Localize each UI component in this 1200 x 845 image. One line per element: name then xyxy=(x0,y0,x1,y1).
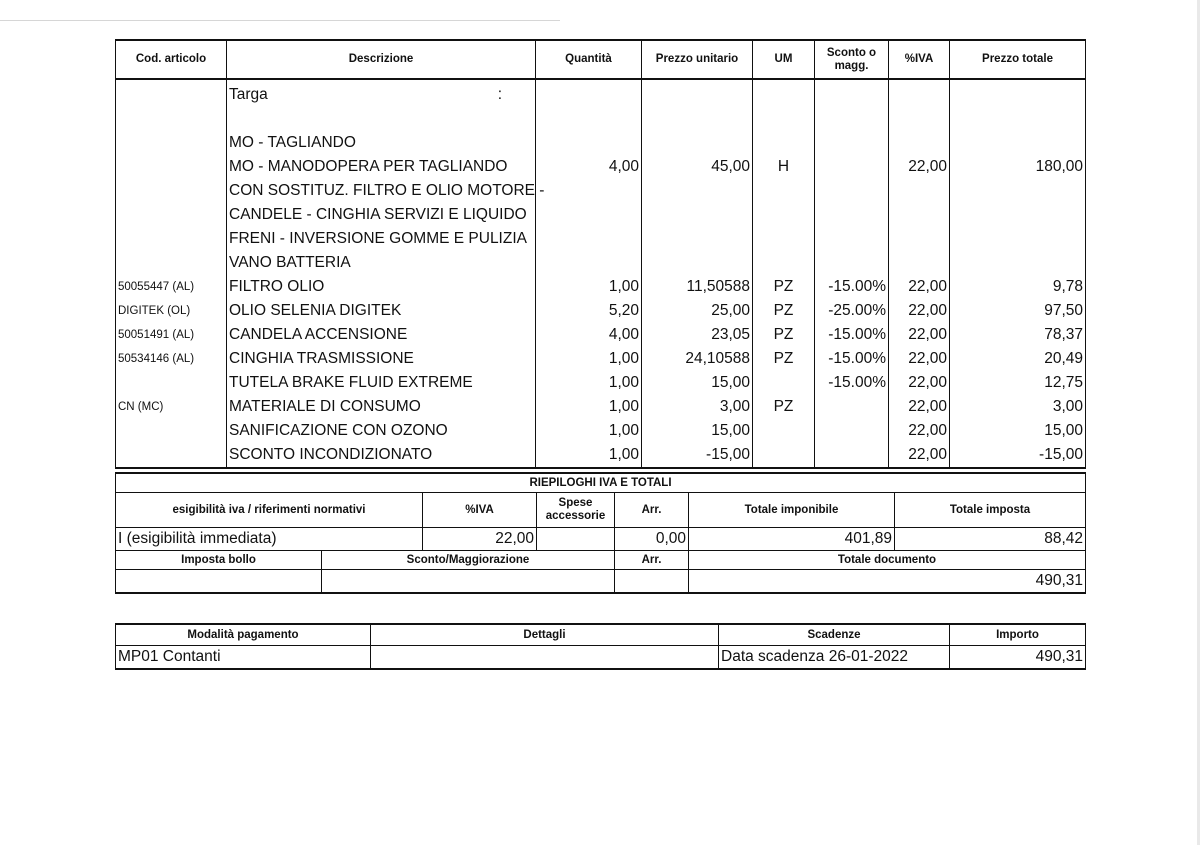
item-um xyxy=(753,443,815,468)
item-quantity xyxy=(536,179,642,203)
item-description: SCONTO INCONDIZIONATO xyxy=(227,443,536,468)
table-row xyxy=(116,443,1086,468)
item-quantity: 1,00 xyxy=(536,347,642,371)
item-unit-price: -15,00 xyxy=(642,443,753,468)
header-um: UM xyxy=(753,40,815,79)
item-description: TUTELA BRAKE FLUID EXTREME xyxy=(227,371,536,395)
item-vat xyxy=(889,131,950,155)
item-total: 3,00 xyxy=(950,395,1086,419)
item-quantity: 1,00 xyxy=(536,371,642,395)
header-esigibilita: esigibilità iva / riferimenti normativi xyxy=(116,493,423,528)
item-quantity xyxy=(536,131,642,155)
item-vat: 22,00 xyxy=(889,299,950,323)
item-um xyxy=(753,251,815,275)
item-discount xyxy=(815,443,889,468)
spese-value xyxy=(537,528,615,551)
targa-colon: : xyxy=(497,86,503,103)
item-total: 15,00 xyxy=(950,419,1086,443)
item-code xyxy=(116,419,227,443)
item-description: FRENI - INVERSIONE GOMME E PULIZIA xyxy=(227,227,536,251)
item-description: MO - MANODOPERA PER TAGLIANDO xyxy=(227,155,536,179)
payment-header-row xyxy=(116,624,1086,646)
item-description: CANDELE - CINGHIA SERVIZI E LIQUIDO xyxy=(227,203,536,227)
header-dettagli: Dettagli xyxy=(371,624,719,646)
header-spese: Spese accessorie xyxy=(537,493,615,528)
header-unit-price: Prezzo unitario xyxy=(642,40,753,79)
item-discount xyxy=(815,227,889,251)
header-summary-vat: %IVA xyxy=(423,493,537,528)
bollo-value xyxy=(116,570,322,594)
targa-row xyxy=(116,79,1086,131)
targa-empty-cell xyxy=(753,79,815,131)
item-code xyxy=(116,443,227,468)
item-discount: -25.00% xyxy=(815,299,889,323)
table-row xyxy=(116,179,1086,203)
item-discount xyxy=(815,179,889,203)
summary-header2-row xyxy=(116,551,1086,570)
item-vat xyxy=(889,203,950,227)
table-row xyxy=(116,251,1086,275)
item-vat xyxy=(889,179,950,203)
table-row xyxy=(116,371,1086,395)
item-vat xyxy=(889,227,950,251)
item-um: PZ xyxy=(753,347,815,371)
targa-empty-cell xyxy=(642,79,753,131)
item-code xyxy=(116,155,227,179)
item-um: PZ xyxy=(753,395,815,419)
item-unit-price: 15,00 xyxy=(642,371,753,395)
table-row xyxy=(116,323,1086,347)
item-unit-price: 23,05 xyxy=(642,323,753,347)
summary-header-row xyxy=(116,493,1086,528)
scadenze-value: Data scadenza 26-01-2022 xyxy=(719,646,950,670)
item-total: 97,50 xyxy=(950,299,1086,323)
item-code: 50051491 (AL) xyxy=(116,323,227,347)
item-um xyxy=(753,227,815,251)
item-code xyxy=(116,251,227,275)
item-description: CON SOSTITUZ. FILTRO E OLIO MOTORE - xyxy=(227,179,536,203)
table-row xyxy=(116,419,1086,443)
item-description: OLIO SELENIA DIGITEK xyxy=(227,299,536,323)
item-total: 20,49 xyxy=(950,347,1086,371)
header-imponibile: Totale imponibile xyxy=(689,493,895,528)
item-description: CINGHIA TRASMISSIONE xyxy=(227,347,536,371)
summary-title-row xyxy=(116,473,1086,493)
item-total: 12,75 xyxy=(950,371,1086,395)
item-description: CANDELA ACCENSIONE xyxy=(227,323,536,347)
item-total: 9,78 xyxy=(950,275,1086,299)
item-description: MO - TAGLIANDO xyxy=(227,131,536,155)
items-header-row xyxy=(116,40,1086,79)
header-importo: Importo xyxy=(950,624,1086,646)
item-quantity: 1,00 xyxy=(536,419,642,443)
item-discount: -15.00% xyxy=(815,347,889,371)
item-vat: 22,00 xyxy=(889,347,950,371)
header-sconto: Sconto/Maggiorazione xyxy=(322,551,615,570)
item-discount xyxy=(815,131,889,155)
item-vat xyxy=(889,251,950,275)
item-total xyxy=(950,131,1086,155)
imposta-value: 88,42 xyxy=(895,528,1086,551)
targa-empty-cell xyxy=(950,79,1086,131)
table-row xyxy=(116,299,1086,323)
item-code: DIGITEK (OL) xyxy=(116,299,227,323)
table-row xyxy=(116,395,1086,419)
item-quantity xyxy=(536,203,642,227)
item-code: CN (MC) xyxy=(116,395,227,419)
header-vat: %IVA xyxy=(889,40,950,79)
item-unit-price: 45,00 xyxy=(642,155,753,179)
item-unit-price xyxy=(642,227,753,251)
item-description: VANO BATTERIA xyxy=(227,251,536,275)
dettagli-value xyxy=(371,646,719,670)
item-discount: -15.00% xyxy=(815,371,889,395)
payment-table xyxy=(115,623,1086,670)
table-row xyxy=(116,275,1086,299)
header-quantity: Quantità xyxy=(536,40,642,79)
summary-vat-value: 22,00 xyxy=(423,528,537,551)
modalita-value: MP01 Contanti xyxy=(116,646,371,670)
table-row xyxy=(116,155,1086,179)
item-code xyxy=(116,371,227,395)
item-unit-price: 25,00 xyxy=(642,299,753,323)
targa-empty-cell xyxy=(889,79,950,131)
item-vat: 22,00 xyxy=(889,371,950,395)
item-total: 180,00 xyxy=(950,155,1086,179)
item-total xyxy=(950,203,1086,227)
item-quantity: 1,00 xyxy=(536,443,642,468)
item-vat: 22,00 xyxy=(889,419,950,443)
item-unit-price: 11,50588 xyxy=(642,275,753,299)
item-code xyxy=(116,203,227,227)
item-total: -15,00 xyxy=(950,443,1086,468)
header-code: Cod. articolo xyxy=(116,40,227,79)
item-total xyxy=(950,251,1086,275)
header-discount: Sconto o magg. xyxy=(815,40,889,79)
item-quantity xyxy=(536,251,642,275)
targa-cell xyxy=(227,79,536,131)
item-um: PZ xyxy=(753,323,815,347)
header-arr: Arr. xyxy=(615,493,689,528)
header-total: Prezzo totale xyxy=(950,40,1086,79)
item-discount: -15.00% xyxy=(815,323,889,347)
item-discount xyxy=(815,419,889,443)
targa-empty-cell xyxy=(536,79,642,131)
summary-title: RIEPILOGHI IVA E TOTALI xyxy=(116,473,1086,493)
item-code: 50055447 (AL) xyxy=(116,275,227,299)
header-imposta: Totale imposta xyxy=(895,493,1086,528)
item-discount: -15.00% xyxy=(815,275,889,299)
imponibile-value: 401,89 xyxy=(689,528,895,551)
esigibilita-value: I (esigibilità immediata) xyxy=(116,528,423,551)
item-quantity: 1,00 xyxy=(536,395,642,419)
arr2-value xyxy=(615,570,689,594)
item-quantity: 5,20 xyxy=(536,299,642,323)
item-um xyxy=(753,419,815,443)
item-um xyxy=(753,203,815,227)
item-quantity: 4,00 xyxy=(536,323,642,347)
item-um xyxy=(753,131,815,155)
arr-value: 0,00 xyxy=(615,528,689,551)
table-row xyxy=(116,347,1086,371)
targa-label: Targa xyxy=(229,86,268,103)
item-discount xyxy=(815,203,889,227)
header-bollo: Imposta bollo xyxy=(116,551,322,570)
item-description: MATERIALE DI CONSUMO xyxy=(227,395,536,419)
table-row xyxy=(116,131,1086,155)
summary-values-row xyxy=(116,528,1086,551)
header-totale-documento: Totale documento xyxy=(689,551,1086,570)
table-row xyxy=(116,227,1086,251)
header-scadenze: Scadenze xyxy=(719,624,950,646)
item-unit-price: 3,00 xyxy=(642,395,753,419)
item-quantity: 4,00 xyxy=(536,155,642,179)
item-discount xyxy=(815,251,889,275)
totale-documento-value: 490,31 xyxy=(689,570,1086,594)
targa-empty-cell xyxy=(815,79,889,131)
item-discount xyxy=(815,155,889,179)
sconto-value xyxy=(322,570,615,594)
item-um xyxy=(753,371,815,395)
item-um: H xyxy=(753,155,815,179)
item-quantity xyxy=(536,227,642,251)
header-modalita: Modalità pagamento xyxy=(116,624,371,646)
item-um: PZ xyxy=(753,299,815,323)
table-row xyxy=(116,203,1086,227)
summary-values2-row xyxy=(116,570,1086,594)
header-description: Descrizione xyxy=(227,40,536,79)
item-um xyxy=(753,179,815,203)
item-unit-price xyxy=(642,179,753,203)
item-total: 78,37 xyxy=(950,323,1086,347)
payment-row xyxy=(116,646,1086,670)
item-vat: 22,00 xyxy=(889,323,950,347)
item-unit-price xyxy=(642,251,753,275)
item-discount xyxy=(815,395,889,419)
item-um: PZ xyxy=(753,275,815,299)
scan-artifact-line xyxy=(0,20,560,21)
item-vat: 22,00 xyxy=(889,443,950,468)
item-vat: 22,00 xyxy=(889,275,950,299)
item-unit-price xyxy=(642,131,753,155)
item-vat: 22,00 xyxy=(889,155,950,179)
vat-summary-table xyxy=(115,472,1086,594)
item-unit-price xyxy=(642,203,753,227)
item-unit-price: 15,00 xyxy=(642,419,753,443)
item-code: 50534146 (AL) xyxy=(116,347,227,371)
item-total xyxy=(950,179,1086,203)
item-total xyxy=(950,227,1086,251)
item-code xyxy=(116,179,227,203)
item-code xyxy=(116,131,227,155)
importo-value: 490,31 xyxy=(950,646,1086,670)
item-unit-price: 24,10588 xyxy=(642,347,753,371)
header-arr2: Arr. xyxy=(615,551,689,570)
item-vat: 22,00 xyxy=(889,395,950,419)
item-code xyxy=(116,227,227,251)
item-quantity: 1,00 xyxy=(536,275,642,299)
items-table xyxy=(115,39,1086,469)
item-description: SANIFICAZIONE CON OZONO xyxy=(227,419,536,443)
item-description: FILTRO OLIO xyxy=(227,275,536,299)
targa-code-cell xyxy=(116,79,227,131)
